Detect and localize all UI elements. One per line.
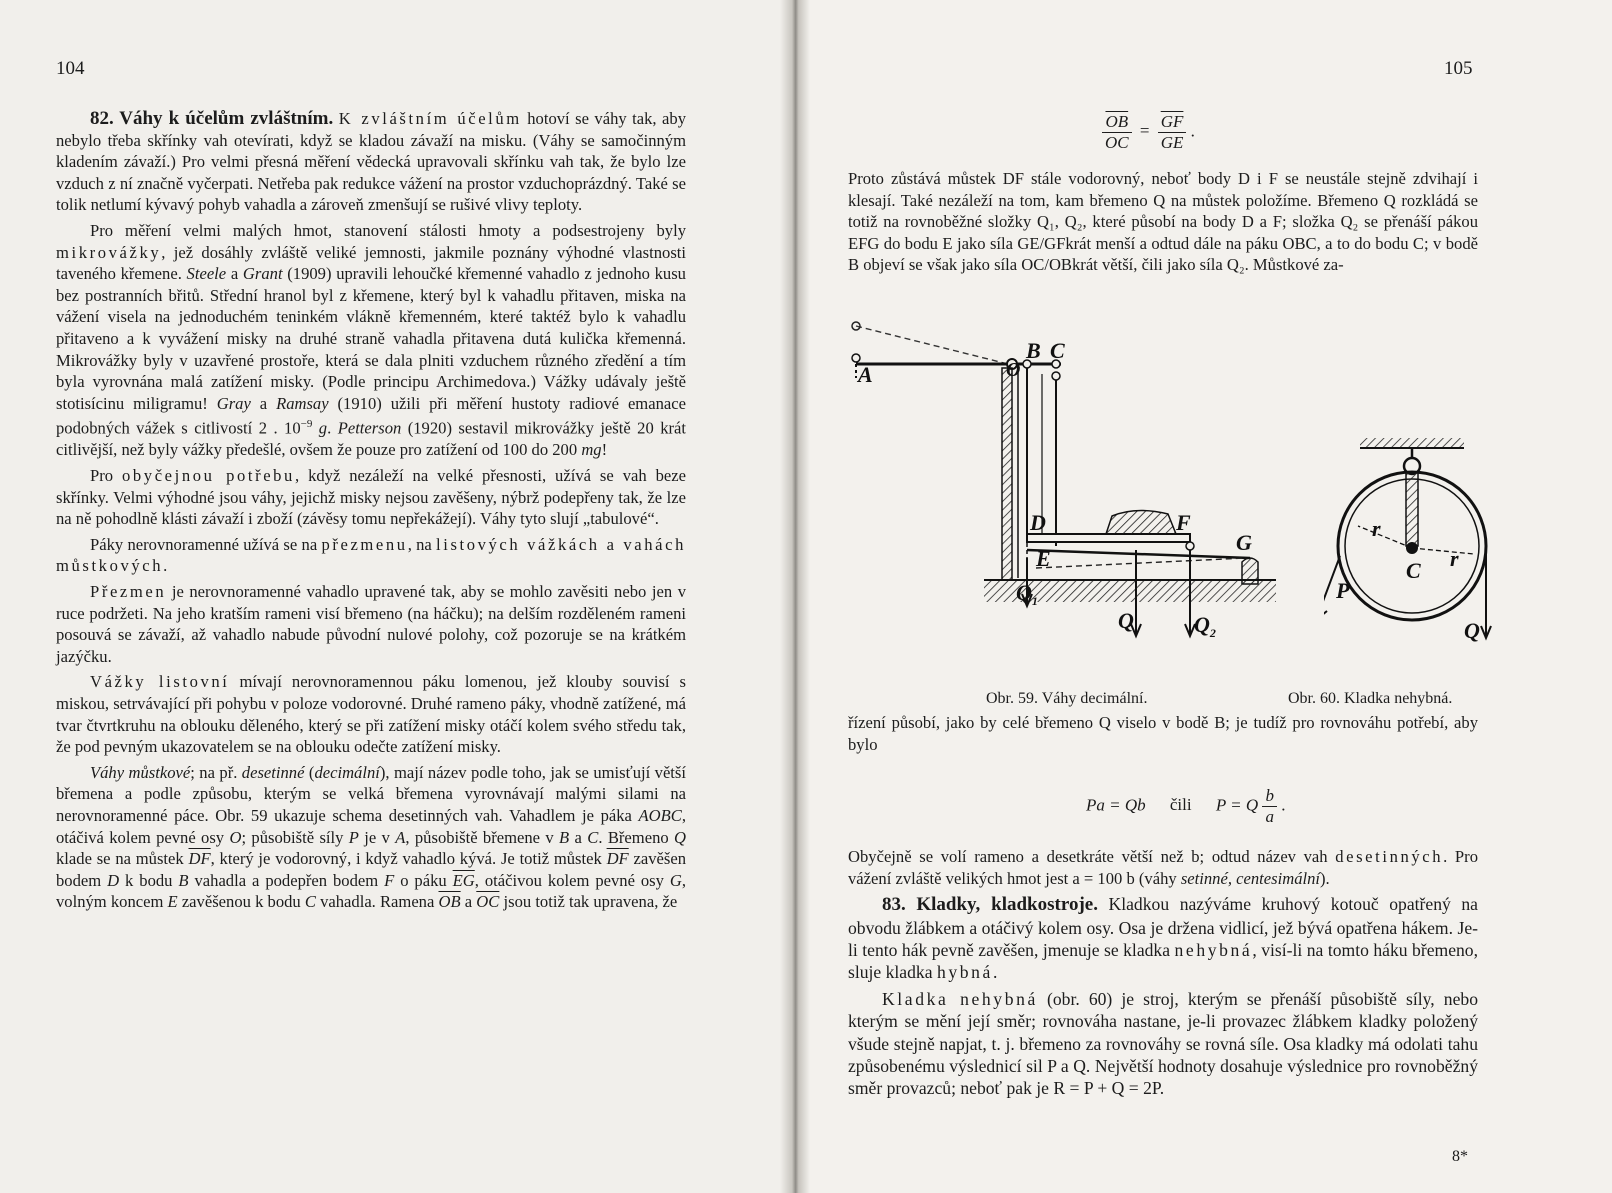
label-B: B [1026,338,1041,363]
caption-figure-59: Obr. 59. Váhy decimální. [986,690,1148,707]
figure-60-fixed-pulley [1324,438,1524,668]
page-number-right: 105 [1444,58,1473,79]
formula-ratio: $\frac{\overline{OB}}{OC}$ = $\frac{\overline{GF}}{GE}$ . [1102,112,1195,153]
label-Q2: $Q_2$ [1194,612,1216,640]
label-O: O [1006,359,1021,381]
load-Q [1106,510,1176,534]
label-D: D [1030,510,1046,535]
label-Q: Q [1118,608,1134,633]
paragraph-letter-scales: Vážky listovní mívají nerovnoramennou páku lomenou, jež klouby souvisí s miskou, setrvávající při pohybu v poloze vodorovné. Druhé rameno páky, vhodně zatížené, má tvar čtvrtkruhu na oblouku děleného, který se při zatížení misky otáčí kolem svého středu tak, že pod pevným ukazovatelem se na oblouku odečte zatížení misky. [56,672,686,757]
label-r-left: r [1372,516,1381,541]
label-Q-pulley: Q [1464,618,1480,643]
book-gutter [780,0,810,1193]
label-C-axle: C [1406,558,1421,583]
label-E: E [1036,546,1051,571]
label-r-right: r [1450,546,1459,571]
paragraph-ordinary-use: Pro obyčejnou potřebu, když nezáleží na velké přesnosti, užívá se vah beze skřínky. Velmi výhodné jsou váhy, jejichž misky nejsou zavěšeny, nýbrž podepřeny tak, že lze na ně pohodlně klásti závaží i zboží (závěsy tomu nepřekážejí). Váhy tyto slují „tabulové“. [56,466,686,529]
section-83-number: 83. [882,894,906,916]
section-82-paragraph: 82. Váhy k účelům zvláštním. K zvláštním účelům hotoví se váhy tak, aby nebylo třeba skřínky vah otevírati, když se kladou závaží na misku. (Váhy se samočinným kladením závaží.) Pro velmi přesná měření vědecká upravovali skřínku vah tak, že bylo lze vzduch z ní značně vyčerpati. Netřeba pak redukce vážení na prostor vzduchoprázdný. Také se tolik netlumí kývavý pohyb vahadla a zároveň zmenšují se rušivé vlivy teploty. [56,108,686,215]
paragraph-steelyard: Přezmen je nerovnoramenné vahadlo upravené tak, aby se mohlo zavěsiti nebo jen v ruce podržeti. Na jeho kratším rameni visí břemeno (na háčku); na delším rozděleném rameni posouvá se závaží, až vahadlo nabude původní nulové polohy, což pozoruje se na krátkém jazýčku. [56,582,686,666]
signature-mark: 8* [1452,1148,1468,1165]
paragraph-bridge-scales: Váhy můstkové; na př. desetinné (decimální), mají název podle toho, jak se umisťují větší břemena a podle způsobu, kterým se velká břemena vyrovnávají malými silami na nerovnoramenné páce. Obr. 59 ukazuje schema desetinných vah. Vahadlem je páka AOBC, otáčivá kolem pevné osy O; působiště síly P je v A, působiště břemene v B a C. Břemeno Q klade se na můstek $\overline{DF}$, který je vodorovný, i když vahadlo kývá. Je totiž můstek $\overline{DF}$ zavěšen bodem D k bodu B vahadla a podepřen bodem F o páku $\overline{EG}$, otáčivou kolem pevné osy G, volným koncem E zavěšenou k bodu C vahadla. Ramena $\overline{OB}$ a $\overline{OC}$ jsou totiž tak upravena, že [56,762,687,912]
label-G: G [1236,530,1252,555]
right-page-bottom-text [848,846,1478,1104]
paragraph-microbalances: Pro měření velmi malých hmot, stanovení stálosti hmoty a podsestrojeny byly mikrovážky, jež dosáhly zvláště veliké jemnosti, jakmile poznány výhodné vlastnosti taveného křemene. Steele a Grant (1909) upravili lehoučké křemenné vahadlo z jednoho kusu bez postranních břitů. Střední hranol byl z křemene, který byl k vahadlu přitaven, miska na vážení visela na jednoduchém teninkém vlákně křemenném, které taktéž bylo k vahadlu přitaveno a k vyvážení misky na druhé straně vahadla přitavena dutá kulička křemenná. Mikrovážky byly v uzavřené prostoře, která se dala plniti vzduchem různého zředění a tím byla vyrovnána malá zatížení misky. (Podle principu Archimedova.) Vážky udávaly ještě stotisícinu miligramu! Gray a Ramsay (1910) užili při měření hustoty radiové emanace podobných vážek s citlivostí 2 . $10^{-9}$ g. Petterson (1920) sestavil mikrovážky ještě 20 krát citlivější, než byly vážky předešlé, ovšem že pouze pro zatížení od 100 do 200 mg! [56,220,686,460]
paragraph-levers: Páky nerovnoramenné užívá se na přezmenu, na listových vážkách a vahách můstkových. [56,534,686,576]
section-83-title: Kladky, kladkostroje. [916,894,1098,916]
section-83-paragraph: 83. Kladky, kladkostroje. Kladkou nazýváme kruhový kotouč opatřený na obvodu žlábkem a otáčivý kolem osy. Osa je držena vidlicí, jež bývá opatřena hákem. Je-li tento hák pevně zavěšen, jmenuje se kladka nehybná, visí-li na tomto háku břemeno, sluje kladka hybná. [848,894,1478,983]
formula-lever: Pa = Qb čili P = Q $\frac{b}{a}$ . [1086,786,1286,826]
support-column [1002,368,1012,580]
bridge-DF [1027,534,1190,542]
lever-dashed-tilted [856,326,1016,366]
fork [1406,472,1418,546]
figure-59-decimal-scale [846,318,1326,678]
label-Q1: $Q_1$ [1016,580,1038,608]
page-number-left: 104 [56,58,85,79]
paragraph-decimal: Obyčejně se volí rameno a desetkráte větší než b; odtud název vah desetinných. Pro vážení zvláště velikých hmot jest a = 100 b (váhy setinné, centesimální). [848,847,1478,888]
caption-figure-60: Obr. 60. Kladka nehybná. [1288,690,1453,707]
right-page-top-text: Proto zůstává můstek DF stále vodorovný, neboť body D i F se neustále stejně zdvihají i klesají. Také nezáleží na tom, kam břemeno Q na můstek položíme. Břemeno Q rozkládá se totiž na rovnoběžné složky Q₁, Q₂, které působí na body D a F; složka Q₂ se přenáší pákou EFG do bodu E jako síla GE/GFkrát menší a odtud dále na páku OBC, a to do bodu C; v bodě B objeví se však jako síla OC/OBkrát větší, čili jako síla Q₂. Můstkové za- [848,169,1478,275]
label-C: C [1050,338,1065,363]
left-page-text [56,108,686,917]
label-F: F [1176,510,1191,535]
ceiling [1360,438,1464,448]
section-82-number: 82. [90,108,114,129]
label-P: P [1336,578,1350,603]
paragraph-fixed-pulley: Kladka nehybná (obr. 60) je stroj, kterým se přenáší působiště síly, nebo kterým se mění její směr; rovnováha nastane, je-li provazec žlábkem kladky položený všude stejně napjat, t. j. břemeno za rovnováhy se rovná síle. Osa kladky má odolati tahu způsobenému výslednicí sil P a Q. Největší hodnoty dosahuje výslednice pro rovnoběžný směr provazců; neboť pak je R = P + Q = 2P. [848,988,1478,1099]
left-page [0,0,790,1193]
section-82-title: Váhy k účelům zvláštním. [119,108,334,129]
lever-EFG [1027,550,1250,558]
right-page-mid-text: řízení působí, jako by celé břemeno Q viselo v bodě B; je tudíž pro rovnováhu potřebí, aby bylo [848,713,1478,754]
label-A: A [858,362,873,387]
